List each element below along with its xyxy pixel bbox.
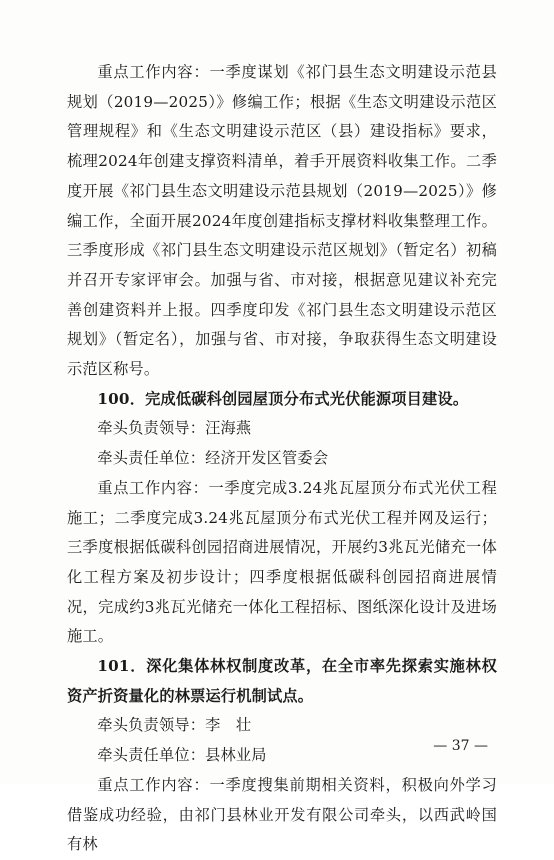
lead-leader-100: 牵头负责领导：汪海燕 bbox=[97, 419, 252, 438]
page-number: — 37 — bbox=[433, 738, 488, 754]
lead-unit-101: 牵头责任单位：县林业局 bbox=[97, 746, 267, 765]
paragraph-key-work-101: 重点工作内容：一季度搜集前期相关资料，积极向外学习借鉴成功经验，由祁门县林业开发有限公司牵头，以西武岭国有林 bbox=[67, 775, 497, 854]
lead-leader-101: 牵头负责领导：李 壮 bbox=[97, 716, 252, 735]
heading-item-101: 101．深化集体林权制度改革，在全市率先探索实施林权资产折资量化的林票运行机制试点。 bbox=[67, 657, 497, 705]
paragraph-key-work-100: 重点工作内容：一季度完成3.24兆瓦屋顶分布式光伏工程施工；二季度完成3.24兆瓦屋顶分布式光伏工程并网及运行；三季度根据低碳科创园招商进展情况，开展约3兆瓦光储充一体化工程方案及初步设计；四季度根据低碳科创园招商进展情况，完成约3兆瓦光储充一体化工程招标、图纸深化设计及进场施工。 bbox=[67, 478, 497, 646]
heading-item-100: 100．完成低碳科创园屋顶分布式光伏能源项目建设。 bbox=[97, 389, 469, 408]
paragraph-key-work-ecology: 重点工作内容：一季度谋划《祁门县生态文明建设示范县规划（2019—2025）》修编工作；根据《生态文明建设示范区管理规程》和《生态文明建设示范区（县）建设指标》要求，梳理2024年创建支撑资料清单，着手开展资料收集工作。二季度开展《祁门县生态文明建设示范县规划（2019—2025）》修编工作，全面开展2024年度创建指标支撑材料收集整理工作。三季度形成《祁门县生态文明建设示范区规划》（暂定名）初稿并召开专家评审会。加强与省、市对接，根据意见建议补充完善创建资料并上报。四季度印发《祁门县生态文明建设示范区规划》（暂定名），加强与省、市对接，争取获得生态文明建设示范区称号。 bbox=[67, 63, 497, 379]
lead-unit-100: 牵头责任单位：经济开发区管委会 bbox=[97, 449, 329, 468]
